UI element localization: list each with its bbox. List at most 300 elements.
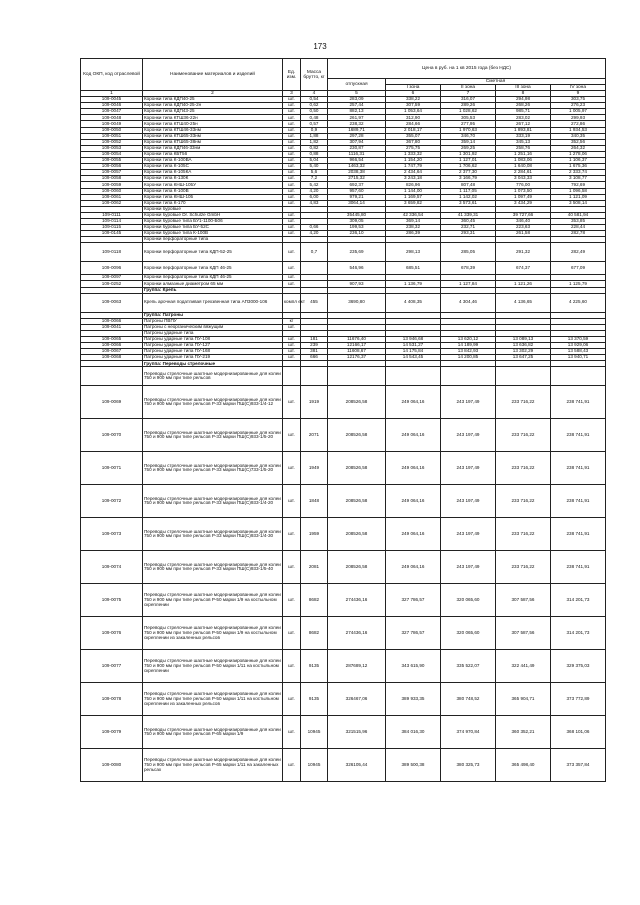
row-price-zone-1: 343 615,90 <box>386 650 441 683</box>
row-mass: 10945 <box>301 716 328 749</box>
row-price-zone-2: 360,45 <box>441 218 496 224</box>
row-price-zone-3: 233 716,22 <box>496 386 551 419</box>
header-mass: Масса брутто, кг <box>301 59 328 91</box>
row-mass: 0,88 <box>301 151 328 157</box>
page-number: 173 <box>313 42 327 51</box>
row-price-sale: 3064,14 <box>328 200 386 206</box>
row-price-zone-3: 3 434,29 <box>496 200 551 206</box>
row-price-sale: 2715,32 <box>328 176 386 182</box>
row-price-zone-1: 4 408,35 <box>386 293 441 312</box>
row-price-zone-3: 322 441,49 <box>496 650 551 683</box>
header-name: Наименование материалов и изделий <box>143 59 283 91</box>
row-name: Группа: Переводы стрелочные <box>143 361 283 367</box>
row-unit: шт. <box>283 212 301 218</box>
header-sale: отпускная <box>328 79 386 91</box>
row-name: Переводы стрелочные шахтные модернизированные для колеи 750 и 900 мм при типе рельсов Р-50 марки 1/9 на костыльном скреплении из закаленных рельсов <box>143 617 283 650</box>
row-price-zone-1: 384 016,30 <box>386 716 441 749</box>
row-mass: 239 <box>301 343 328 349</box>
row-name: Коронки типа КТШ65-38нм <box>143 139 283 145</box>
row-unit: шт. <box>283 127 301 133</box>
row-code: 109-0076 <box>81 617 143 650</box>
row-mass: 0,54 <box>301 97 328 103</box>
table-row <box>81 716 606 749</box>
row-price-sale: 307,94 <box>328 139 386 145</box>
row-price-zone-1: 389 500,38 <box>386 749 441 782</box>
row-mass: 1949 <box>301 452 328 485</box>
row-price-zone-3: 674,37 <box>496 262 551 275</box>
row-code: 109-0080 <box>81 749 143 782</box>
row-price-zone-2: 807,48 <box>441 182 496 188</box>
row-price-zone-3: 1 640,08 <box>496 164 551 170</box>
row-price-zone-2: 380 325,73 <box>441 749 496 782</box>
row-price-zone-4: 314 201,73 <box>551 584 606 617</box>
row-unit: шт. <box>283 200 301 206</box>
row-name: Коронки типа К-130К <box>143 176 283 182</box>
row-price-zone-3: 233 716,22 <box>496 452 551 485</box>
row-price-zone-2: 269,25 <box>441 145 496 151</box>
row-name: Коронки типа КДП46-33нм <box>143 145 283 151</box>
row-code: 109-0111 <box>81 212 143 218</box>
row-code: 109-0073 <box>81 518 143 551</box>
table-row <box>81 617 606 650</box>
row-code: 109-0058 <box>81 176 143 182</box>
row-mass: 0,48 <box>301 115 328 121</box>
column-number: 5 <box>328 91 386 97</box>
row-name: Коронки буровые типа К-100В <box>143 231 283 237</box>
row-price-zone-4: 1 125,79 <box>551 281 606 287</box>
column-number: 6 <box>386 91 441 97</box>
row-price-sale: 230,87 <box>328 145 386 151</box>
row-name: Коронки типа КТШ36-22н <box>143 115 283 121</box>
row-unit: шт. <box>283 139 301 145</box>
row-mass: 10945 <box>301 749 328 782</box>
table-row <box>81 386 606 419</box>
header-estimate: Сметная <box>386 79 606 85</box>
table-row <box>81 485 606 518</box>
row-price-zone-1: 369,14 <box>386 218 441 224</box>
row-price-zone-2: 678,39 <box>441 262 496 275</box>
row-mass: 9135 <box>301 650 328 683</box>
row-mass: 0,62 <box>301 103 328 109</box>
row-price-zone-4: 353,85 <box>551 218 606 224</box>
row-price-zone-4: 677,09 <box>551 262 606 275</box>
row-price-zone-4: 1 096,58 <box>551 188 606 194</box>
row-price-zone-1: 1 169,57 <box>386 194 441 200</box>
row-code: 109-0056 <box>81 164 143 170</box>
row-unit: шт. <box>283 262 301 275</box>
row-price-zone-1: 685,51 <box>386 262 441 275</box>
row-unit: шт. <box>283 164 301 170</box>
row-mass: 0,66 <box>301 225 328 231</box>
row-mass: 1,82 <box>301 139 328 145</box>
row-name: Коронки буровые типа БУ-52С <box>143 225 283 231</box>
row-price-zone-3: 291,32 <box>496 243 551 262</box>
row-price-zone-1: 249 064,16 <box>386 485 441 518</box>
row-price-zone-4: 13 588,43 <box>551 349 606 355</box>
table-row <box>81 518 606 551</box>
row-code: 109-0077 <box>81 650 143 683</box>
row-price-zone-2: 346,70 <box>441 133 496 139</box>
row-name: Коронки алмазные диаметром 65 мм <box>143 281 283 287</box>
row-name: Коронки типа КДП40-25-2н <box>143 103 283 109</box>
row-price-zone-2: 243 197,49 <box>441 419 496 452</box>
row-price-zone-4: 329 375,03 <box>551 650 606 683</box>
row-price-sale: 287689,12 <box>328 650 386 683</box>
table-row <box>81 293 606 312</box>
row-unit: шт. <box>283 419 301 452</box>
row-price-zone-4: 2 333,74 <box>551 170 606 176</box>
row-mass: 0,7 <box>301 243 328 262</box>
row-price-zone-1: 286,39 <box>386 231 441 237</box>
row-price-sale: 208526,58 <box>328 485 386 518</box>
row-code: 109-0053 <box>81 145 143 151</box>
row-price-zone-3: 365 498,40 <box>496 749 551 782</box>
row-code: 109-0066 <box>81 343 143 349</box>
table-row <box>81 367 606 386</box>
row-unit: шт. <box>283 683 301 716</box>
row-price-zone-2: 380 748,52 <box>441 683 496 716</box>
row-name: Переводы стрелочные шахтные модернизированные для колеи 750 и 900 мм при типе рельсов Р-50 марки 1/11 на костыльном скреплении <box>143 650 283 683</box>
row-price-zone-4: 299,93 <box>551 115 606 121</box>
row-name: Коронки перфораторные типа <box>143 237 283 243</box>
row-name: Коронки типа КБТ56 <box>143 151 283 157</box>
row-price-zone-1: 1 747,79 <box>386 164 441 170</box>
row-price-zone-1: 3 659,82 <box>386 200 441 206</box>
row-code: 109-0070 <box>81 419 143 452</box>
row-code: 109-0048 <box>81 115 143 121</box>
row-price-zone-4: 1 278,06 <box>551 151 606 157</box>
row-mass: 1848 <box>301 485 328 518</box>
row-name: Коронки перфораторные типа КДП 46-25 <box>143 275 283 281</box>
row-name: Переводы стрелочные шахтные модернизированные для колеи 750 и 900 мм при типе рельсов Р-33 марки ПШ(С)933-1/4-30 <box>143 518 283 551</box>
row-price-zone-4: 1 005,97 <box>551 109 606 115</box>
row-name: Патроны ударные типа <box>143 330 283 336</box>
row-price-zone-1: 327 786,57 <box>386 584 441 617</box>
row-name: Коронки типа К-170 <box>143 200 283 206</box>
table-row <box>81 419 606 452</box>
row-price-zone-2: 316,07 <box>441 97 496 103</box>
row-unit: шт. <box>283 584 301 617</box>
row-price-zone-1: 826,96 <box>386 182 441 188</box>
row-price-zone-1: 307,59 <box>386 103 441 109</box>
row-price-zone-3: 985,71 <box>496 109 551 115</box>
row-price-sale: 208526,58 <box>328 518 386 551</box>
row-code: 109-0063 <box>81 293 143 312</box>
row-price-zone-1: 1 154,20 <box>386 158 441 164</box>
row-price-zone-3: 233 716,22 <box>496 551 551 584</box>
row-name: Переводы стрелочные шахтные модернизированные для колеи 750 и 900 мм при типе рельсов Р-65 марки 1/9 <box>143 716 283 749</box>
row-code: 109-0074 <box>81 551 143 584</box>
column-number: 2 <box>143 91 283 97</box>
row-price-sale <box>328 367 386 386</box>
table-row <box>81 650 606 683</box>
row-mass <box>301 262 328 275</box>
row-price-zone-4: 238 741,91 <box>551 452 606 485</box>
row-price-zone-2: 374 970,84 <box>441 716 496 749</box>
row-price-zone-3: 333,19 <box>496 133 551 139</box>
row-name: Коронки перфораторные типа КДП-52-25 <box>143 243 283 262</box>
row-price-zone-1: 1 333,32 <box>386 151 441 157</box>
row-price-zone-4: 373 772,89 <box>551 683 606 716</box>
row-price-zone-3: 3 043,33 <box>496 176 551 182</box>
row-price-zone-2: 14 200,85 <box>441 355 496 361</box>
row-price-sale: 274436,16 <box>328 617 386 650</box>
row-price-sale: 326105,44 <box>328 749 386 782</box>
row-code: 109-0068 <box>81 355 143 361</box>
row-name: Переводы стрелочные шахтные модернизированные для колеи 750 и 900 мм при типе рельсов Р-33 марки ПШ(С)933-1/4-20 <box>143 485 283 518</box>
row-price-zone-2: 3 573,61 <box>441 200 496 206</box>
row-mass: 1,88 <box>301 133 328 139</box>
row-unit: шт. <box>283 218 301 224</box>
row-name: Коронки буровые <box>143 206 283 212</box>
row-mass: 1919 <box>301 386 328 419</box>
row-price-zone-1: 1 144,00 <box>386 188 441 194</box>
row-price-zone-3: 39 727,66 <box>496 212 551 218</box>
row-name: Патроны ударные типа ПУ-168 <box>143 349 283 355</box>
row-name: Коронки типа К-100ВА <box>143 158 283 164</box>
row-mass: 2071 <box>301 419 328 452</box>
row-price-zone-3: 283,02 <box>496 115 551 121</box>
row-unit: шт. <box>283 551 301 584</box>
row-unit: шт. <box>283 170 301 176</box>
row-code: 109-0145 <box>81 231 143 237</box>
row-name: Патроны ударные типа ПУ-108 <box>143 337 283 343</box>
row-price-zone-2: 14 189,99 <box>441 343 496 349</box>
row-price-sale: 882,13 <box>328 109 386 115</box>
row-price-zone-3: 307 587,56 <box>496 584 551 617</box>
row-unit: шт. <box>283 749 301 782</box>
row-code: 109-0066 <box>81 318 143 324</box>
row-name: Коронки типа КДП43-25 <box>143 109 283 115</box>
row-unit: шт. <box>283 176 301 182</box>
row-code: 109-0065 <box>81 337 143 343</box>
row-code: 109-0047 <box>81 109 143 115</box>
row-name: Коронки буровые типа БУ1-1100-Б06 <box>143 218 283 224</box>
row-name: Крепь арочная податливая трехзвенная типа АП3000-106 <box>143 293 283 312</box>
row-unit: шт. <box>283 324 301 330</box>
row-price-sale: 1689,71 <box>328 127 386 133</box>
row-price-sale: 238,32 <box>328 121 386 127</box>
row-price-zone-1 <box>386 367 441 386</box>
row-price-zone-2: 1 706,62 <box>441 164 496 170</box>
row-price-zone-4: 1 675,36 <box>551 164 606 170</box>
row-mass: 381 <box>301 349 328 355</box>
row-price-sale: 208526,58 <box>328 419 386 452</box>
header-price-title: Цена в руб. на 1 кв 2015 года (без НДС) <box>328 59 606 79</box>
row-code: 109-0097 <box>81 275 143 281</box>
row-mass: 0,57 <box>301 121 328 127</box>
row-unit: шт. <box>283 275 301 281</box>
row-price-zone-1: 249 064,16 <box>386 452 441 485</box>
row-unit: шт. <box>283 518 301 551</box>
row-unit: шт. <box>283 281 301 287</box>
row-unit: шт. <box>283 103 301 109</box>
row-unit: шт. <box>283 343 301 349</box>
row-price-zone-3: 1 251,16 <box>496 151 551 157</box>
row-name: Коронки перфораторные типа КДП 46-25 <box>143 262 283 275</box>
row-unit: шт. <box>283 716 301 749</box>
row-price-zone-3: 13 089,13 <box>496 337 551 343</box>
row-price-zone-3: 13 636,82 <box>496 343 551 349</box>
row-mass: 181 <box>301 337 328 343</box>
row-mass: 8682 <box>301 584 328 617</box>
row-price-sale: 692,37 <box>328 182 386 188</box>
row-name: Патроны ПВПУ <box>143 318 283 324</box>
table-row <box>81 584 606 617</box>
row-mass: 2081 <box>301 551 328 584</box>
row-mass: 4,83 <box>301 200 328 206</box>
row-unit: шт. <box>283 115 301 121</box>
row-name: Патроны с неорганическим вяжущим <box>143 324 283 330</box>
row-price-zone-3: 346,40 <box>496 218 551 224</box>
table-row <box>81 749 606 782</box>
header-code: Код ОКП, код отраслевой <box>81 59 143 91</box>
row-price-zone-2: 1 970,63 <box>441 127 496 133</box>
row-price-zone-4: 13 929,06 <box>551 343 606 349</box>
row-price-zone-4: 282,78 <box>551 231 606 237</box>
row-price-sale: 208526,58 <box>328 551 386 584</box>
row-price-zone-3: 268,26 <box>496 103 551 109</box>
row-price-zone-3: 13 302,29 <box>496 349 551 355</box>
row-mass: 666 <box>301 355 328 361</box>
row-unit: шт. <box>283 452 301 485</box>
row-price-zone-2: 335 522,07 <box>441 650 496 683</box>
row-price-zone-2: 285,05 <box>441 243 496 262</box>
row-price-zone-3: 1 083,06 <box>496 158 551 164</box>
row-name: Переводы стрелочные шахтные модернизированные для колеи 750 и 900 мм при типе рельсов <box>143 367 283 386</box>
row-price-zone-4: 276,23 <box>551 103 606 109</box>
row-price-sale: 35445,80 <box>328 212 386 218</box>
row-code: 109-0050 <box>81 127 143 133</box>
row-price-zone-4: 238 741,91 <box>551 485 606 518</box>
row-price-zone-3: 360 352,21 <box>496 716 551 749</box>
row-code: 109-0067 <box>81 349 143 355</box>
row-price-sale: 236,10 <box>328 231 386 237</box>
row-price-zone-1: 14 531,27 <box>386 343 441 349</box>
row-price-zone-2: 305,53 <box>441 115 496 121</box>
row-price-zone-2: 4 304,46 <box>441 293 496 312</box>
column-number: 8 <box>496 91 551 97</box>
row-price-zone-1: 367,80 <box>386 139 441 145</box>
row-price-zone-3: 365 904,71 <box>496 683 551 716</box>
row-price-zone-1: 327 786,57 <box>386 617 441 650</box>
row-name: Переводы стрелочные шахтные модернизированные для колеи 750 и 900 мм при типе рельсов Р-33 марки ПШ(С)933-1/4-12 <box>143 386 283 419</box>
row-name: Коронки типа К-105С <box>143 164 283 170</box>
row-price-sale: 235,69 <box>328 243 386 262</box>
row-name: Патроны ударные типа ПУ-219 <box>143 355 283 361</box>
row-code: 109-0115 <box>81 225 143 231</box>
row-price-zone-2: 1 028,62 <box>441 109 496 115</box>
row-price-sale: 11676,40 <box>328 337 386 343</box>
row-price-zone-2 <box>441 367 496 386</box>
row-price-zone-1: 249 064,16 <box>386 518 441 551</box>
row-mass <box>301 367 328 386</box>
column-number: 7 <box>441 91 496 97</box>
row-name: Коронки типа КНШ-105У <box>143 182 283 188</box>
header-zone-3: III зона <box>496 85 551 91</box>
row-price-zone-1: 338,22 <box>386 97 441 103</box>
price-table <box>80 58 606 782</box>
row-price-zone-4: 1 934,53 <box>551 127 606 133</box>
row-price-zone-1: 1 136,79 <box>386 281 441 287</box>
row-price-zone-1: 42 336,54 <box>386 212 441 218</box>
row-code: 109-0072 <box>81 485 143 518</box>
row-price-zone-1: 249 064,16 <box>386 551 441 584</box>
row-price-zone-2: 277,95 <box>441 121 496 127</box>
header-zone-2: II зона <box>441 85 496 91</box>
row-code: 109-0069 <box>81 386 143 419</box>
row-price-sale: 1463,32 <box>328 164 386 170</box>
row-name: Коронки типа К-105КА <box>143 170 283 176</box>
row-name: Коронки типа КТШ40-25н <box>143 121 283 127</box>
header-zone-4: IV зона <box>551 85 606 91</box>
row-price-zone-3: 233 716,22 <box>496 485 551 518</box>
row-mass: 0,82 <box>301 145 328 151</box>
row-price-zone-2: 320 065,60 <box>441 584 496 617</box>
row-unit: шт. <box>283 194 301 200</box>
row-price-sale: 199,53 <box>328 225 386 231</box>
row-price-zone-4: 272,86 <box>551 121 606 127</box>
row-price-zone-1: 1 053,64 <box>386 109 441 115</box>
row-price-zone-4: 314 201,73 <box>551 617 606 650</box>
row-price-zone-3: 2 284,61 <box>496 170 551 176</box>
row-price-zone-1: 13 946,68 <box>386 337 441 343</box>
row-price-zone-4: 373 357,84 <box>551 749 606 782</box>
row-unit <box>283 367 301 386</box>
row-price-sale: 297,28 <box>328 133 386 139</box>
row-price-sale: 979,21 <box>328 194 386 200</box>
column-number: 1 <box>81 91 143 97</box>
row-unit: шт. <box>283 617 301 650</box>
row-name: Коронки буровые Dr. Schulze GmbH <box>143 212 283 218</box>
row-price-zone-2: 1 127,84 <box>441 281 496 287</box>
row-price-zone-1: 2 434,64 <box>386 170 441 176</box>
row-price-zone-1: 249 064,16 <box>386 386 441 419</box>
row-price-zone-4: 228,44 <box>551 225 606 231</box>
row-code: 109-0071 <box>81 452 143 485</box>
table-row <box>81 262 606 275</box>
row-price-zone-2: 1 142,02 <box>441 194 496 200</box>
row-price-zone-3 <box>496 367 551 386</box>
row-price-zone-1: 238,32 <box>386 225 441 231</box>
row-price-zone-4: 352,56 <box>551 139 606 145</box>
row-price-zone-2: 243 197,49 <box>441 551 496 584</box>
row-price-zone-3: 233 716,22 <box>496 518 551 551</box>
row-price-zone-4: 1 121,09 <box>551 194 606 200</box>
row-code: 109-0051 <box>81 133 143 139</box>
row-mass: 4,20 <box>301 231 328 237</box>
row-price-zone-2: 320 065,60 <box>441 617 496 650</box>
row-code: 109-0078 <box>81 683 143 716</box>
row-code: 109-0055 <box>81 158 143 164</box>
row-price-zone-4: 13 940,71 <box>551 355 606 361</box>
row-price-zone-4: 303,75 <box>551 97 606 103</box>
row-unit: кг <box>283 318 301 324</box>
row-unit: шт. <box>283 151 301 157</box>
row-price-sale: 208526,58 <box>328 386 386 419</box>
table-row <box>81 551 606 584</box>
row-price-zone-4: 238 741,91 <box>551 518 606 551</box>
row-price-zone-2: 359,14 <box>441 139 496 145</box>
row-price-zone-3: 267,12 <box>496 121 551 127</box>
row-unit: шт. <box>283 145 301 151</box>
row-price-sale: 309,05 <box>328 218 386 224</box>
row-code: 109-0046 <box>81 103 143 109</box>
row-code: 109-0057 <box>81 170 143 176</box>
row-name: Группа: Патроны <box>143 312 283 318</box>
row-name: Группа: Крепь <box>143 287 283 293</box>
row-price-zone-4: 238 741,91 <box>551 386 606 419</box>
